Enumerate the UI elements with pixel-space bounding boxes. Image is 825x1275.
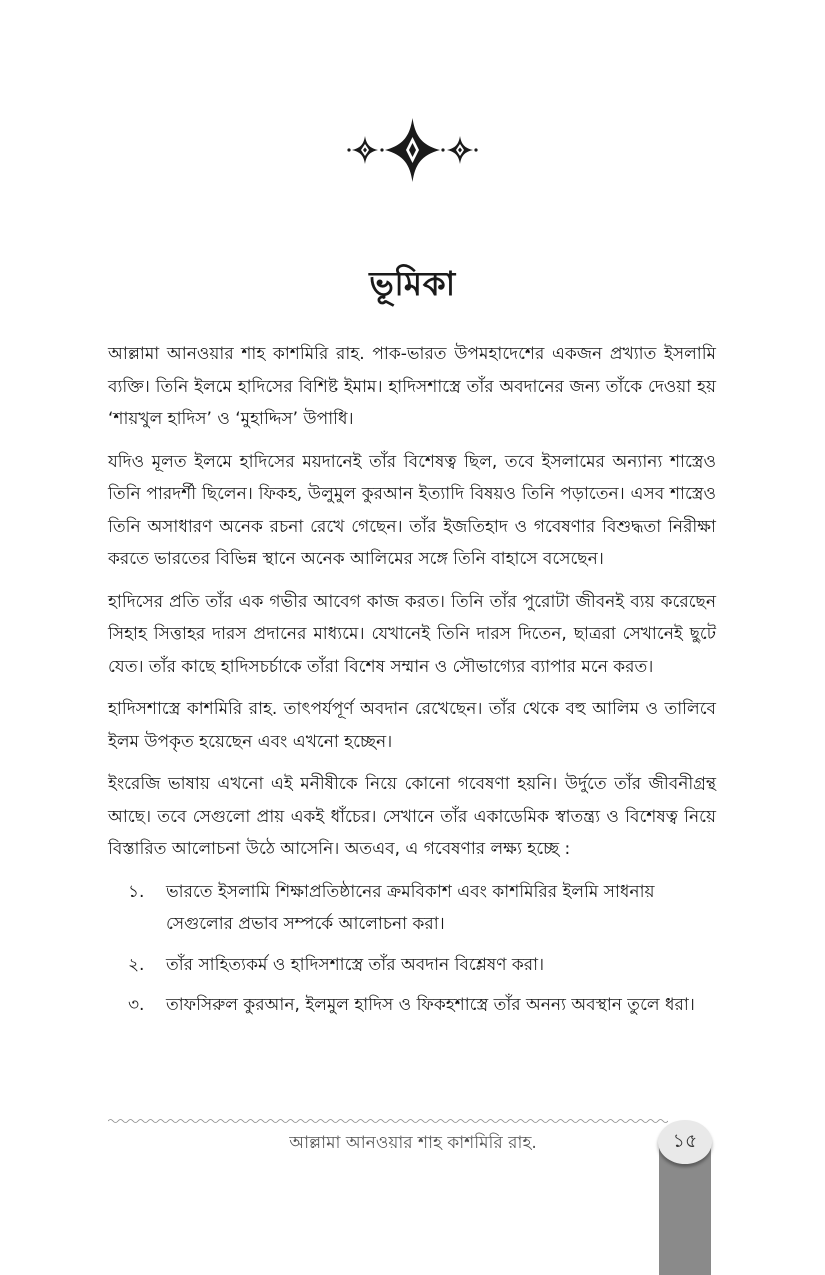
paragraph: যদিও মূলত ইলমে হাদিসের ময়দানেই তাঁর বিশেষত্ব ছিল, তবে ইসলামের অন্যান্য শাস্ত্রেও তিনি পারদর্শী ছিলেন। ফিকহ, উলুমুল কুরআন ইত্যাদি বিষয়ও তিনি পড়াতেন। এসব শাস্ত্রেও তিনি অসাধারণ অনেক রচনা রেখে গেছেন। তাঁর ইজতিহাদ ও গবেষণার বিশুদ্ধতা নিরীক্ষা করতে ভারতের বিভিন্ন স্থানে অনেক আলিমের সঙ্গে তিনি বাহাসে বসেছেন। [108, 451, 716, 569]
list-item [108, 949, 716, 982]
objectives-list [108, 876, 716, 1022]
list-number: ৩. [128, 995, 145, 1015]
list-number: ১. [128, 881, 145, 902]
paragraph: আল্লামা আনওয়ার শাহ কাশমিরি রাহ. পাক-ভারত উপমহাদেশের একজন প্রখ্যাত ইসলামি ব্যক্তি। তিনি ইলমে হাদিসের বিশিষ্ট ইমাম। হাদিসশাস্ত্রে তাঁর অবদানের জন্য তাঁকে দেওয়া হয় ‘শায়খুল হাদিস’ ও ‘মুহাদ্দিস’ উপাধি। [108, 344, 716, 429]
list-item [108, 876, 716, 941]
list-number: ২. [128, 954, 145, 975]
diamond-star-ornament-icon [345, 115, 480, 185]
list-item [108, 989, 716, 1022]
list-text: তাফসিরুল কুরআন, ইলমুল হাদিস ও ফিকহশাস্ত্রে তাঁর অনন্য অবস্থান তুলে ধরা। [166, 995, 695, 1015]
list-text: ভারতে ইসলামি শিক্ষাপ্রতিষ্ঠানের ক্রমবিকাশ এবং কাশমিরির ইলমি সাধনায় সেগুলোর প্রভাব সম্পর্কে আলোচনা করা। [166, 881, 655, 934]
running-footer-title: আল্লামা আনওয়ার শাহ কাশমিরি রাহ. [289, 1133, 537, 1153]
list-text: তাঁর সাহিত্যকর্ম ও হাদিসশাস্ত্রে তাঁর অবদান বিশ্লেষণ করা। [166, 954, 545, 975]
paragraph: হাদিসের প্রতি তাঁর এক গভীর আবেগ কাজ করত। তিনি তাঁর পুরোটা জীবনই ব্যয় করেছেন সিহাহ সিত্তাহর দারস প্রদানের মাধ্যমে। যেখানেই তিনি দারস দিতেন, ছাত্ররা সেখানেই ছুটে যেত। তাঁর কাছে হাদিসচর্চাকে তাঁরা বিশেষ সম্মান ও সৌভাগ্যের ব্যাপার মনে করত। [108, 591, 716, 677]
page-number: ১৫ [672, 1130, 698, 1152]
paragraph: হাদিসশাস্ত্রে কাশমিরি রাহ. তাৎপর্যপূর্ণ অবদান রেখেছেন। তাঁর থেকে বহু আলিম ও তালিবে ইলম উপকৃত হয়েছেন এবং এখনো হচ্ছেন। [108, 699, 716, 752]
body-text [108, 338, 716, 1030]
footer-wavy-rule [108, 1117, 668, 1125]
paragraph: ইংরেজি ভাষায় এখনো এই মনীষীকে নিয়ে কোনো গবেষণা হয়নি। উর্দুতে তাঁর জীবনীগ্রন্থ আছে। তবে সেগুলো প্রায় একই ধাঁচের। সেখানে তাঁর একাডেমিক স্বাতন্ত্র্য ও বিশেষত্ব নিয়ে বিস্তারিত আলোচনা উঠে আসেনি। অতএব, এ গবেষণার লক্ষ্য হচ্ছে : [108, 774, 716, 859]
page-heading: ভূমিকা [369, 264, 456, 303]
